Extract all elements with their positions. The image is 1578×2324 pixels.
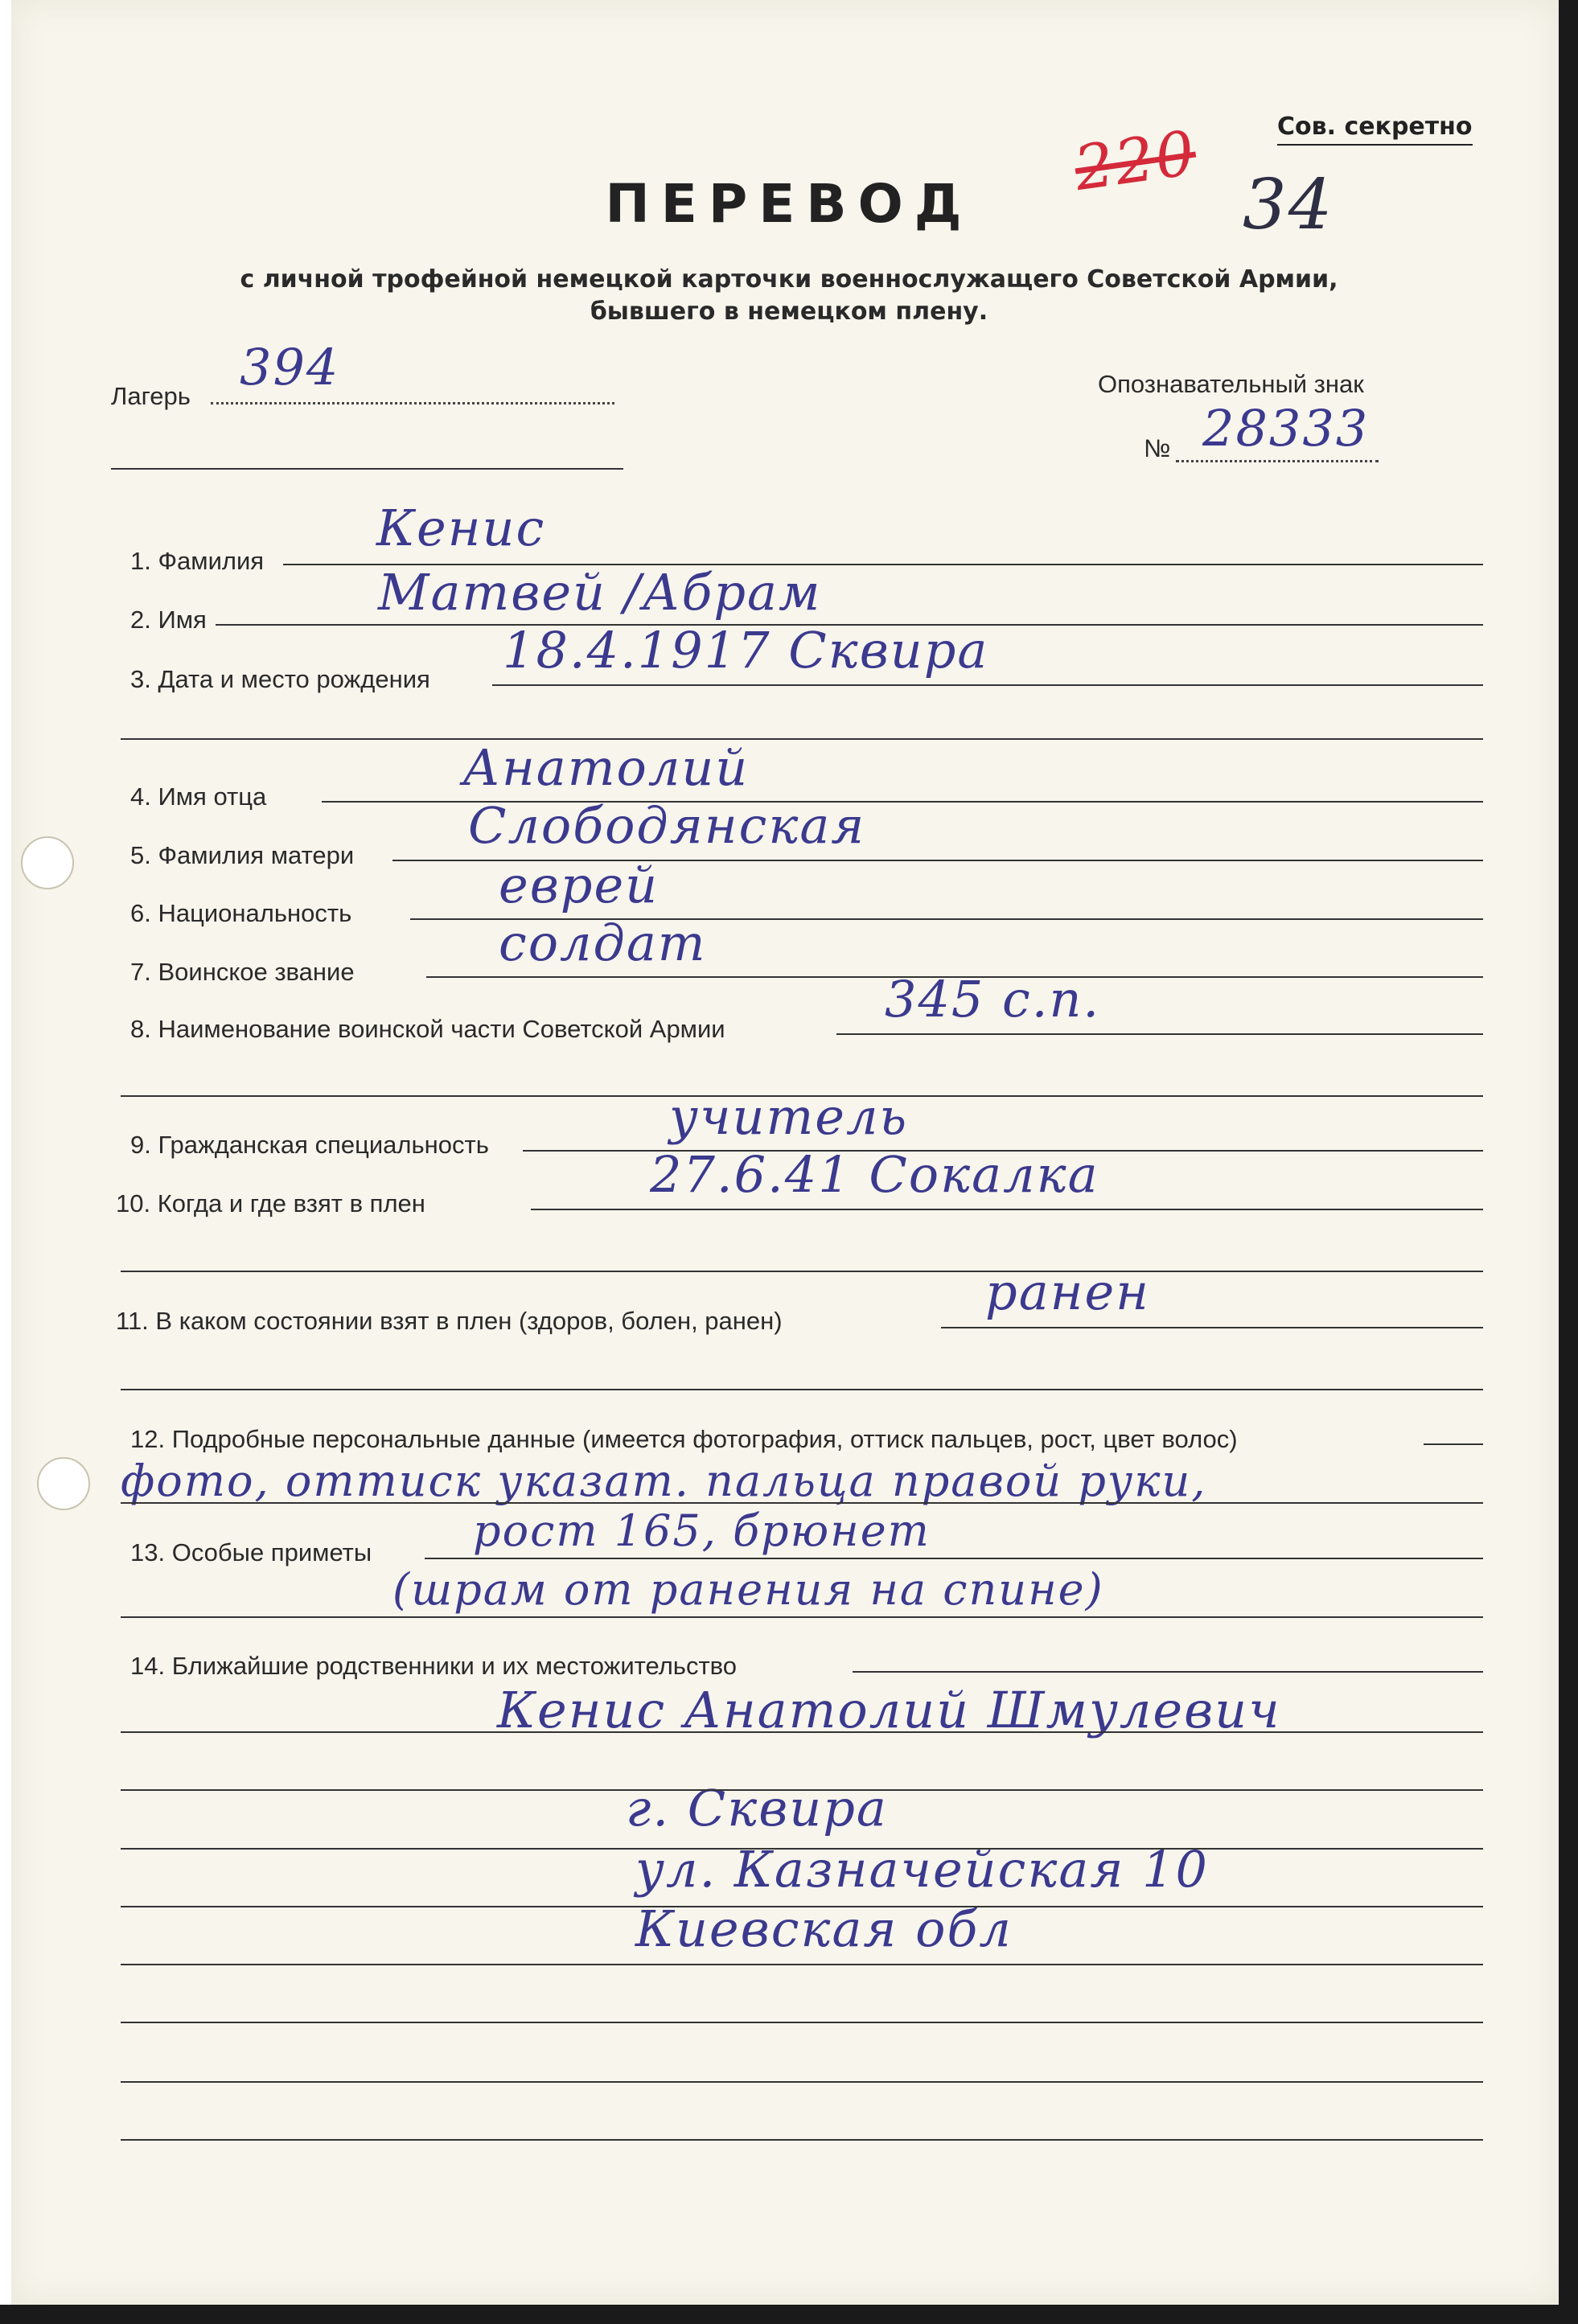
relatives-blank-line xyxy=(121,1964,1483,1965)
surname-value: Кенис xyxy=(376,499,546,557)
special-marks-value-1: рост 165, брюнет xyxy=(473,1505,931,1556)
nationality-value: еврей xyxy=(499,856,660,914)
tag-line xyxy=(1176,460,1379,462)
captured-value: 27.6.41 Сокалка xyxy=(650,1145,1099,1204)
condition-value: ранен xyxy=(985,1263,1151,1321)
subtitle-line-1: с личной трофейной немецкой карточки военнослужащего Советской Армии, xyxy=(240,265,1338,294)
camp-value: 394 xyxy=(240,338,340,396)
relatives-blank-line xyxy=(121,2081,1483,2083)
rank-label: 7. Воинское звание xyxy=(130,958,355,986)
mother-surname-label: 5. Фамилия матери xyxy=(130,841,355,869)
personal-data-line xyxy=(1424,1443,1483,1445)
birth-value: 18.4.1917 Сквира xyxy=(503,621,989,680)
unit-value: 345 с.п. xyxy=(885,970,1101,1029)
birth-line xyxy=(492,684,1483,686)
tag-label: Опознавательный знак xyxy=(1098,370,1364,398)
relatives-blank-line xyxy=(121,1789,1483,1791)
relatives-blank-line xyxy=(121,1848,1483,1850)
father-name-value: Анатолий xyxy=(462,738,750,797)
captured-line-2 xyxy=(121,1271,1483,1272)
captured-label: 10. Когда и где взят в плен xyxy=(116,1189,425,1217)
tag-value: 28333 xyxy=(1202,399,1370,458)
subtitle-line-2: бывшего в немецком плену. xyxy=(590,298,988,326)
classification-stamp: Сов. секретно xyxy=(1277,113,1473,146)
rank-value: солдат xyxy=(499,914,707,972)
civil-specialty-value: учитель xyxy=(669,1087,909,1146)
crossed-number: 220 xyxy=(1070,116,1201,205)
special-marks-line xyxy=(425,1558,1483,1559)
scan-edge-right xyxy=(1559,0,1578,2324)
condition-label: 11. В каком состоянии взят в плен (здоров, болен, ранен) xyxy=(116,1307,783,1335)
personal-data-line-2 xyxy=(121,1502,1483,1504)
birth-line-2 xyxy=(121,738,1483,740)
special-marks-line-2 xyxy=(121,1616,1483,1618)
relatives-blank-line xyxy=(121,2022,1483,2023)
surname-label: 1. Фамилия xyxy=(130,547,265,575)
camp-line xyxy=(211,402,614,404)
condition-line xyxy=(941,1327,1483,1328)
scan-edge-bottom xyxy=(0,2305,1578,2324)
special-marks-label: 13. Особые приметы xyxy=(130,1538,372,1566)
civil-specialty-label: 9. Гражданская специальность xyxy=(130,1131,489,1159)
relatives-line-2: г. Сквира xyxy=(626,1779,888,1837)
relatives-line-1: Кенис Анатолий Шмулевич xyxy=(497,1681,1281,1739)
condition-line-2 xyxy=(121,1389,1483,1390)
relatives-blank-line xyxy=(121,1731,1483,1733)
tag-number-sign: № xyxy=(1144,434,1171,462)
page-title: ПЕРЕВОД xyxy=(605,173,973,235)
camp-line-2 xyxy=(111,468,623,470)
captured-line xyxy=(531,1209,1483,1210)
relatives-label: 14. Ближайшие родственники и их местожительство xyxy=(130,1652,738,1680)
unit-line xyxy=(836,1033,1483,1035)
punch-hole-bottom xyxy=(37,1457,90,1510)
mother-surname-value: Слободянская xyxy=(468,796,866,855)
sheet-number: 34 xyxy=(1243,165,1334,245)
personal-data-label: 12. Подробные персональные данные (имеется фотография, оттиск пальцев, рост, цвет волос) xyxy=(130,1425,1238,1453)
name-value: Матвей /Абрам xyxy=(378,563,822,622)
personal-data-value: фото, оттиск указат. пальца правой руки, xyxy=(121,1456,1207,1506)
relatives-blank-line xyxy=(121,1906,1483,1907)
unit-label: 8. Наименование воинской части Советской Армии xyxy=(130,1015,725,1043)
relatives-blank-line xyxy=(121,2139,1483,2141)
camp-label: Лагерь xyxy=(111,382,191,410)
relatives-line-3: ул. Казначейская 10 xyxy=(635,1840,1209,1899)
nationality-label: 6. Национальность xyxy=(130,899,352,927)
birth-label: 3. Дата и место рождения xyxy=(130,665,430,693)
punch-hole-top xyxy=(21,836,74,889)
father-name-label: 4. Имя отца xyxy=(130,782,267,811)
relatives-line-4: Киевская обл xyxy=(635,1899,1013,1958)
special-marks-value-2: (шрам от ранения на спине) xyxy=(392,1564,1104,1615)
name-label: 2. Имя xyxy=(130,606,207,634)
relatives-line xyxy=(853,1671,1483,1673)
